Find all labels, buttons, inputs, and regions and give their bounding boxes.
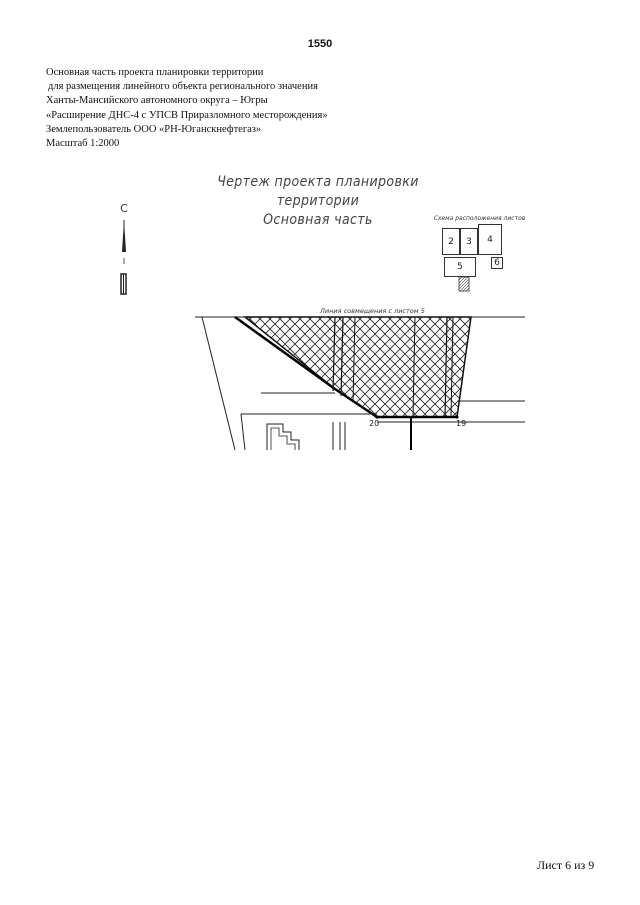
point-label-19: 19 [456,419,467,428]
document-header [46,66,328,151]
drawing-title-main: Чертеж проекта планировки территории [217,174,419,209]
drawing-title [183,173,453,230]
header-line-2: для размещения линейного объекта регионального значения [48,81,318,93]
plan-drawing [195,304,525,450]
north-label: С [120,202,128,215]
sheet-layout-scheme [422,215,537,295]
north-arrow [114,202,134,298]
header-line-3: Ханты-Мансийского автономного округа – Югры [46,95,268,107]
junction-line-label: Линия совмещения с листом 5 [320,307,425,315]
sheet-box-3: 3 [460,228,478,255]
page-number: 1550 [307,38,333,50]
scale-line: Масштаб 1:2000 [46,138,120,150]
scheme-title: Схема расположения листов [433,215,526,222]
sheet-box-2: 2 [442,228,460,255]
drawing-title-sub: Основная часть [263,212,373,228]
north-arrow-icon [114,202,134,298]
hatch-marker-icon [422,215,537,295]
sheet-box-6: 6 [491,257,503,269]
sheet-box-4: 4 [478,224,502,255]
header-line-4: «Расширение ДНС-4 с УПСВ Приразломного месторождения» [46,109,328,121]
header-line-1: Основная часть проекта планировки территории [46,67,264,78]
header-line-5: Землепользователь ООО «РН-Юганскнефтегаз» [46,123,262,135]
sheet-box-5: 5 [444,257,476,277]
sheet-counter: Лист 6 из 9 [537,858,595,872]
point-label-20: 20 [369,419,380,428]
